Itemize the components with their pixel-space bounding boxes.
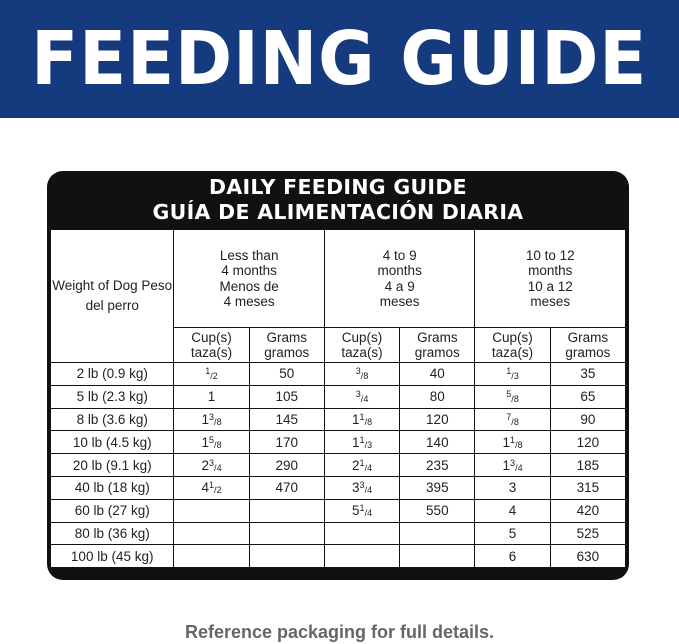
grams-cell: 525: [550, 522, 625, 545]
fraction-slash: /: [511, 416, 514, 427]
fraction-denominator: 2: [212, 371, 218, 382]
fraction-numerator: 1: [359, 503, 365, 514]
age-group-header: [324, 230, 475, 328]
cups-whole: 1: [502, 434, 511, 450]
weight-header-line: Weight: [52, 278, 95, 293]
fraction-denominator: 8: [513, 416, 519, 427]
fraction-slash: /: [364, 508, 368, 519]
cups-cell: [475, 522, 550, 545]
fraction-numerator: 3: [359, 480, 365, 491]
age-header-line: months: [377, 263, 422, 278]
grams-column-header: [550, 328, 625, 363]
table-row: [51, 454, 626, 477]
cups-whole: 6: [508, 548, 517, 564]
fraction-numerator: 5: [209, 434, 215, 445]
grams-cell: 290: [249, 454, 324, 477]
grams-header-line: Grams: [266, 330, 308, 345]
grams-cell: [249, 499, 324, 522]
grams-cell: 550: [400, 499, 475, 522]
fraction-denominator: 4: [517, 462, 523, 473]
fraction-numerator: 3: [510, 457, 516, 468]
age-header-line: Less than: [219, 247, 279, 263]
weight-header-line: del perro: [85, 298, 139, 313]
feeding-table: [50, 229, 626, 568]
cups-whole: 1: [201, 411, 210, 427]
fraction-numerator: 5: [506, 389, 512, 400]
cups-cell: [174, 363, 249, 386]
fraction-numerator: 1: [510, 434, 516, 445]
cups-cell: [174, 545, 249, 568]
footer-note: Reference packaging for full details.: [184, 622, 495, 642]
cups-cell: [475, 363, 550, 386]
fraction-slash: /: [360, 394, 364, 405]
grams-header-line: gramos: [414, 345, 460, 360]
fraction-denominator: 4: [367, 462, 373, 473]
header-banner: [0, 0, 679, 118]
cups-header-line: Cup(s): [191, 330, 232, 345]
fraction-slash: /: [364, 485, 368, 496]
cups-header-line: taza(s): [491, 345, 534, 360]
grams-header-line: gramos: [565, 345, 611, 360]
fraction-slash: /: [214, 439, 217, 450]
cups-header-line: Cup(s): [492, 330, 533, 345]
cups-cell: [324, 385, 399, 408]
grams-cell: 315: [550, 476, 625, 499]
weight-cell: 100 lb (45 kg): [51, 545, 174, 568]
feeding-guide-card: [47, 171, 629, 580]
cups-whole: 1: [502, 457, 511, 473]
fraction-numerator: 1: [205, 366, 211, 377]
grams-cell: 420: [550, 499, 625, 522]
cups-column-header: [475, 328, 550, 363]
fraction-slash: /: [515, 462, 518, 473]
grams-cell: 145: [249, 408, 324, 431]
fraction-slash: /: [214, 485, 217, 496]
cups-cell: [174, 499, 249, 522]
cups-header-line: taza(s): [341, 345, 383, 360]
age-group-header: [174, 230, 325, 328]
grams-column-header: [400, 328, 475, 363]
cups-cell: [324, 522, 399, 545]
cups-column-header: [324, 328, 399, 363]
cups-cell: [324, 545, 399, 568]
age-header-line: 4 a 9: [384, 278, 415, 294]
grams-cell: 40: [400, 363, 475, 386]
cups-cell: [324, 499, 399, 522]
fraction-numerator: 1: [359, 411, 365, 422]
fraction-numerator: 3: [355, 389, 361, 400]
table-row: [51, 363, 626, 386]
card-title-spanish: GUÍA DE ALIMENTACIÓN DIARIA: [152, 200, 524, 224]
grams-cell: 120: [550, 431, 625, 454]
fraction-numerator: 1: [209, 480, 215, 491]
fraction-numerator: 1: [359, 434, 365, 445]
fraction-numerator: 1: [359, 457, 365, 468]
cups-whole: 4: [201, 480, 210, 496]
grams-cell: 395: [400, 476, 475, 499]
cups-cell: [475, 454, 550, 477]
cups-cell: [475, 476, 550, 499]
card-header: [47, 175, 629, 225]
weight-cell: 80 lb (36 kg): [51, 522, 174, 545]
table-row: [51, 408, 626, 431]
cups-cell: [174, 385, 249, 408]
fraction-numerator: 1: [506, 366, 512, 377]
cups-cell: [475, 385, 550, 408]
grams-cell: 630: [550, 545, 625, 568]
cups-cell: [324, 408, 399, 431]
grams-cell: 170: [249, 431, 324, 454]
age-header-line: 10 a 12: [527, 278, 573, 294]
fraction-slash: /: [364, 439, 368, 450]
cups-cell: [475, 545, 550, 568]
cups-cell: [174, 408, 249, 431]
age-header-line: meses: [530, 294, 571, 309]
fraction-numerator: 3: [209, 411, 215, 422]
age-header-line: Menos de: [219, 278, 279, 294]
age-header-line: meses: [379, 294, 420, 309]
fraction-denominator: 8: [367, 416, 373, 427]
table-row: [51, 522, 626, 545]
grams-cell: 235: [400, 454, 475, 477]
fraction-denominator: 8: [216, 439, 222, 450]
cups-cell: [174, 431, 249, 454]
weight-cell: 5 lb (2.3 kg): [51, 385, 174, 408]
fraction-slash: /: [364, 462, 368, 473]
cups-header-line: taza(s): [190, 345, 233, 360]
fraction-numerator: 7: [506, 411, 512, 422]
grams-cell: 470: [249, 476, 324, 499]
fraction-slash: /: [364, 416, 368, 427]
cups-whole: 3: [352, 480, 360, 496]
fraction-slash: /: [214, 416, 217, 427]
grams-cell: 65: [550, 385, 625, 408]
grams-cell: [400, 545, 475, 568]
fraction-denominator: 8: [513, 394, 519, 405]
fraction-denominator: 4: [363, 394, 369, 405]
table-row: [51, 499, 626, 522]
cups-whole: 2: [201, 457, 210, 473]
grams-header-line: Grams: [567, 330, 609, 345]
grams-cell: 120: [400, 408, 475, 431]
table-row: [51, 476, 626, 499]
fraction-denominator: 3: [367, 439, 373, 450]
fraction-denominator: 8: [363, 371, 369, 382]
age-header-line: 4 months: [221, 263, 277, 278]
weight-cell: 10 lb (4.5 kg): [51, 431, 174, 454]
fraction-slash: /: [210, 371, 213, 382]
cups-cell: [174, 522, 249, 545]
fraction-denominator: 8: [216, 416, 222, 427]
grams-cell: [400, 522, 475, 545]
age-header-line: 4 to 9: [382, 247, 417, 263]
fraction-slash: /: [515, 439, 518, 450]
cups-whole: 5: [352, 503, 360, 519]
table-body: [51, 363, 626, 568]
grams-cell: 90: [550, 408, 625, 431]
grams-cell: 140: [400, 431, 475, 454]
fraction-numerator: 3: [209, 457, 215, 468]
age-header-line: 10 to 12: [525, 247, 575, 263]
fraction-slash: /: [511, 394, 514, 405]
cups-column-header: [174, 328, 249, 363]
fraction-numerator: 3: [355, 366, 361, 377]
cups-cell: [475, 408, 550, 431]
grams-column-header: [249, 328, 324, 363]
cups-header-line: Cup(s): [341, 330, 383, 345]
card-title-english: DAILY FEEDING GUIDE: [209, 175, 467, 199]
grams-cell: [249, 545, 324, 568]
weight-cell: 60 lb (27 kg): [51, 499, 174, 522]
grams-cell: 185: [550, 454, 625, 477]
fraction-denominator: 4: [216, 462, 222, 473]
cups-cell: [324, 363, 399, 386]
grams-cell: 35: [550, 363, 625, 386]
cups-whole: 1: [207, 389, 216, 405]
cups-whole: 5: [508, 525, 517, 541]
weight-cell: 20 lb (9.1 kg): [51, 454, 174, 477]
cups-whole: 2: [352, 457, 360, 473]
cups-cell: [324, 454, 399, 477]
fraction-denominator: 4: [367, 508, 373, 519]
grams-cell: 50: [249, 363, 324, 386]
cups-whole: 1: [352, 411, 360, 427]
grams-cell: [249, 522, 324, 545]
grams-cell: 80: [400, 385, 475, 408]
weight-column-header: [51, 230, 174, 363]
age-header-line: 4 meses: [223, 294, 275, 309]
cups-whole: 4: [508, 503, 517, 519]
cups-cell: [174, 454, 249, 477]
cups-whole: 1: [352, 434, 360, 450]
cups-cell: [475, 499, 550, 522]
weight-cell: 40 lb (18 kg): [51, 476, 174, 499]
age-group-header: [475, 230, 626, 328]
fraction-slash: /: [360, 371, 364, 382]
grams-cell: 105: [249, 385, 324, 408]
table-row: [51, 545, 626, 568]
fraction-slash: /: [511, 371, 514, 382]
fraction-denominator: 4: [367, 485, 373, 496]
weight-cell: 2 lb (0.9 kg): [51, 363, 174, 386]
weight-header-line: Peso: [141, 278, 173, 293]
age-header-line: months: [528, 263, 573, 278]
fraction-slash: /: [214, 462, 217, 473]
table-row: [51, 385, 626, 408]
fraction-denominator: 8: [517, 439, 523, 450]
weight-header-line: of Dog: [97, 278, 138, 293]
grams-header-line: Grams: [417, 330, 458, 345]
fraction-denominator: 3: [513, 371, 519, 382]
cups-cell: [475, 431, 550, 454]
cups-cell: [324, 431, 399, 454]
grams-header-line: gramos: [264, 345, 310, 360]
table-row: [51, 431, 626, 454]
cups-cell: [174, 476, 249, 499]
cups-cell: [324, 476, 399, 499]
page-title: FEEDING GUIDE: [31, 16, 648, 102]
cups-whole: 1: [201, 434, 210, 450]
fraction-denominator: 2: [216, 485, 222, 496]
cups-whole: 3: [508, 480, 517, 496]
weight-cell: 8 lb (3.6 kg): [51, 408, 174, 431]
